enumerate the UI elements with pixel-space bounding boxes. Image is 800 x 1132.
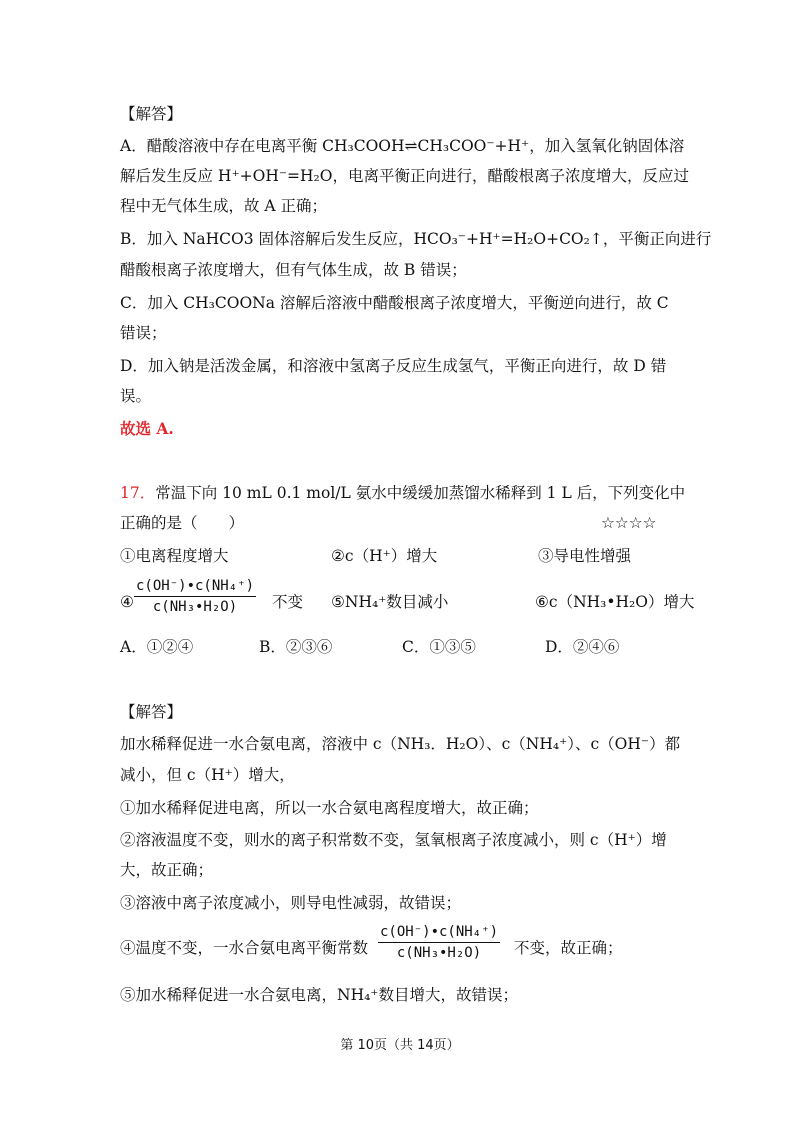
choice-b: B．②③⑥	[259, 638, 333, 656]
question-stem-1: 常温下向 10 mL 0.1 mol/L 氨水中缓缓加蒸馏水稀释到 1 L 后，下列变化中	[155, 484, 686, 502]
solution-line-d1: D．加入钠是活泼金属，和溶液中氢离子反应生成氢气，平衡正向进行，故 D 错	[120, 357, 667, 375]
solution-line-b2: 醋酸根离子浓度增大，但有气体生成，故 B 错误；	[120, 261, 467, 279]
option-5: ⑤NH₄⁺数目减小	[331, 593, 449, 611]
option-1: ①电离程度增大	[120, 547, 229, 565]
option-4-prefix: ④	[120, 593, 134, 611]
solution-heading-2: 【解答】	[120, 703, 183, 721]
solution2-line-7-suffix: 不变，故正确；	[514, 939, 623, 957]
solution2-line-8: ⑤加水稀释促进一水合氨电离，NH₄⁺数目增大，故错误；	[120, 986, 518, 1004]
option-4-suffix: 不变	[272, 593, 304, 611]
answer-line: 故选 A.	[120, 419, 174, 438]
option-6: ⑥c（NH₃•H₂O）增大	[535, 593, 695, 611]
solution2-line-5: 大，故正确；	[120, 861, 214, 879]
difficulty-stars: ☆☆☆☆	[601, 514, 657, 532]
solution2-line-4: ②溶液温度不变，则水的离子积常数不变，氢氧根离子浓度减小，则 c（H⁺）增	[120, 831, 667, 849]
solution2-line-3: ①加水稀释促进电离，所以一水合氨电离程度增大，故正确；	[120, 799, 539, 817]
solution-heading-1: 【解答】	[120, 105, 183, 123]
solution2-line-1: 加水稀释促进一水合氨电离，溶液中 c（NH₃．H₂O）、c（NH₄⁺）、c（OH⁻）都	[120, 735, 681, 753]
fraction-denominator: c(NH₃•H₂O)	[152, 599, 238, 615]
solution2-line-7-prefix: ④温度不变，一水合氨电离平衡常数	[120, 939, 369, 957]
solution-line-a2: 解后发生反应 H⁺+OH⁻=H₂O，电离平衡正向进行，醋酸根离子浓度增大，反应过	[120, 167, 689, 185]
solution-line-a1: A．醋酸溶液中存在电离平衡 CH₃COOH⇌CH₃COO⁻+H⁺，加入氢氧化钠固体溶	[120, 137, 685, 155]
question-number: 17．	[120, 484, 156, 502]
solution2-line-2: 减小，但 c（H⁺）增大，	[120, 766, 295, 784]
solution-line-b1: B．加入 NaHCO3 固体溶解后发生反应，HCO₃⁻+H⁺=H₂O+CO₂↑，平衡正向进行	[120, 230, 712, 248]
solution2-fraction	[378, 924, 500, 961]
solution-line-c2: 错误；	[120, 324, 167, 342]
solution2-line-6: ③溶液中离子浓度减小，则导电性减弱，故错误；	[120, 894, 462, 912]
choice-d: D．②④⑥	[545, 638, 620, 656]
fraction-numerator: c(OH⁻)•c(NH₄⁺)	[136, 578, 255, 594]
question-17-stem	[120, 483, 685, 503]
choice-c: C．①③⑤	[402, 638, 476, 656]
fraction-numerator: c(OH⁻)•c(NH₄⁺)	[380, 924, 499, 940]
option-3: ③导电性增强	[538, 547, 632, 565]
fraction-denominator: c(NH₃•H₂O)	[396, 945, 482, 961]
solution-line-a3: 程中无气体生成，故 A 正确；	[120, 197, 328, 215]
page-footer: 第 10页（共 14页）	[340, 1038, 460, 1053]
choice-a: A．①②④	[120, 638, 194, 656]
option-4-fraction	[134, 578, 256, 615]
solution-line-c1: C．加入 CH₃COONa 溶解后溶液中醋酸根离子浓度增大，平衡逆向进行，故 C	[120, 294, 669, 312]
question-stem-2: 正确的是（ ）	[120, 514, 245, 532]
solution-line-d2: 误。	[120, 387, 152, 405]
option-2: ②c（H⁺）增大	[331, 547, 438, 565]
